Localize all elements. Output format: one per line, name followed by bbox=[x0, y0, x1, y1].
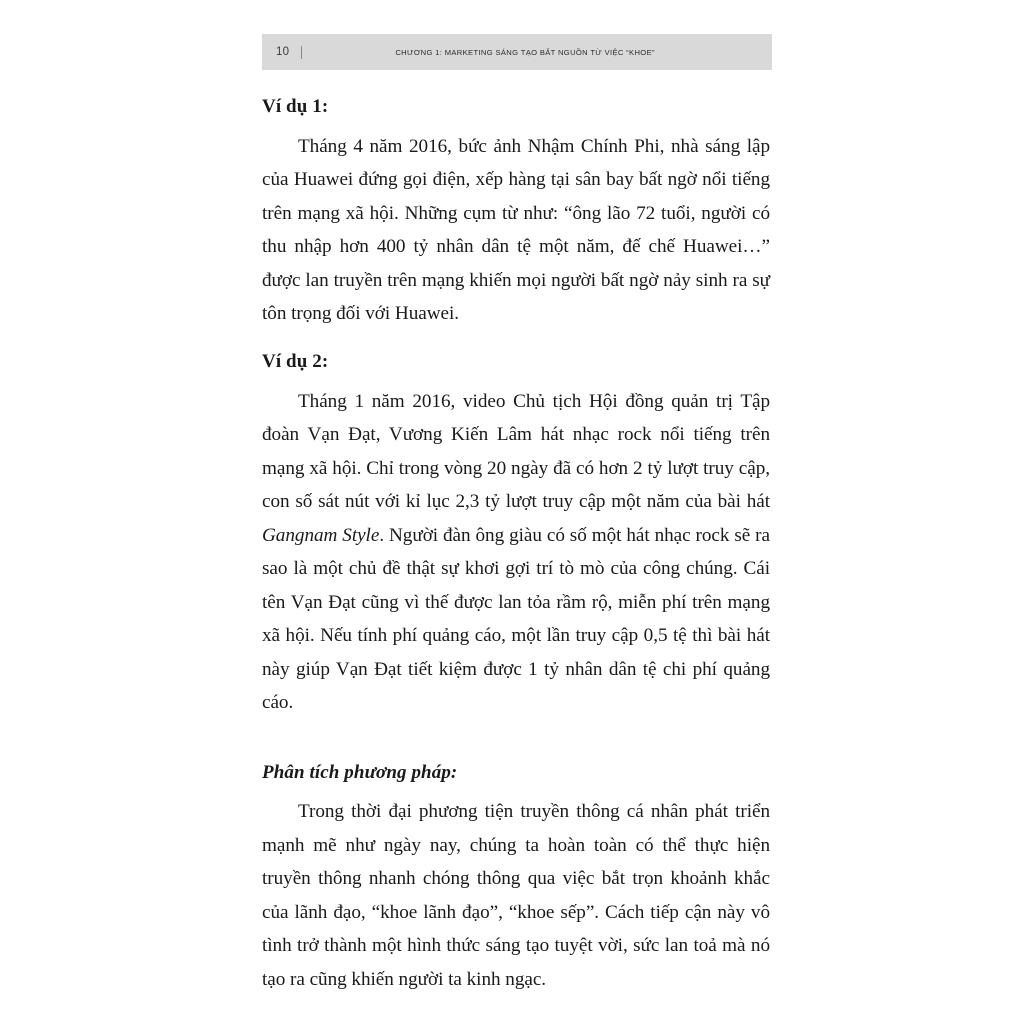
song-title: Gangnam Style bbox=[262, 524, 380, 546]
heading-example-1: Ví dụ 1: bbox=[262, 96, 329, 117]
heading-analysis: Phân tích phương pháp: bbox=[262, 761, 458, 783]
paragraph-example-1: Tháng 4 năm 2016, bức ảnh Nhậm Chính Phi, nhà sáng lập của Huawei đứng gọi điện, xếp hàng tại sân bay bất ngờ nổi tiếng trên mạng xã hội. Những cụm từ như: “ông lão 72 tuổi, người có thu nhập hơn 400 tỷ nhân dân tệ một năm, đế chế Huawei…” được lan truyền trên mạng khiến mọi người bất ngờ nảy sinh ra sự tôn trọng đối với Huawei. bbox=[262, 135, 770, 325]
running-header bbox=[262, 34, 772, 70]
paragraph-example-2 bbox=[262, 385, 770, 720]
chapter-title: CHƯƠNG 1: MARKETING SÁNG TẠO BẮT NGUỒN TỪ VIỆC “KHOE” bbox=[395, 47, 655, 57]
running-header-left bbox=[262, 46, 302, 59]
section-spacer bbox=[262, 740, 770, 762]
page-number: 10 bbox=[276, 46, 290, 58]
heading-example-2: Ví dụ 2: bbox=[262, 350, 329, 372]
page-body bbox=[262, 96, 770, 996]
paragraph-example-2-part2: . Người đàn ông giàu có số một hát nhạc rock sẽ ra sao là một chủ đề thật sự khơi gợi trí tò mò của công chúng. Cái tên Vạn Đạt cũng vì thế được lan tỏa rầm rộ, miễn phí trên mạng xã hội. Nếu tính phí quảng cáo, một lần truy cập 0,5 tệ thì bài hát này giúp Vạn Đạt tiết kiệm được 1 tỷ nhân dân tệ chi phí quảng cáo. bbox=[262, 524, 770, 714]
paragraph-analysis: Trong thời đại phương tiện truyền thông cá nhân phát triển mạnh mẽ như ngày nay, chúng ta hoàn toàn có thể thực hiện truyền thông nhanh chóng thông qua việc bắt trọn khoảnh khắc của lãnh đạo, “khoe lãnh đạo”, “khoe sếp”. Cách tiếp cận này vô tình trở thành một hình thức sáng tạo tuyệt vời, sức lan toả mà nó tạo ra cũng khiến người ta kinh ngạc. bbox=[262, 801, 770, 990]
paragraph-example-2-part1: Tháng 1 năm 2016, video Chủ tịch Hội đồng quản trị Tập đoàn Vạn Đạt, Vương Kiến Lâm hát nhạc rock nổi tiếng trên mạng xã hội. Chỉ trong vòng 20 ngày đã có hơn 2 tỷ lượt truy cập, con số sát nút với kỉ lục 2,3 tỷ lượt truy cập một năm của bài hát bbox=[262, 390, 770, 513]
